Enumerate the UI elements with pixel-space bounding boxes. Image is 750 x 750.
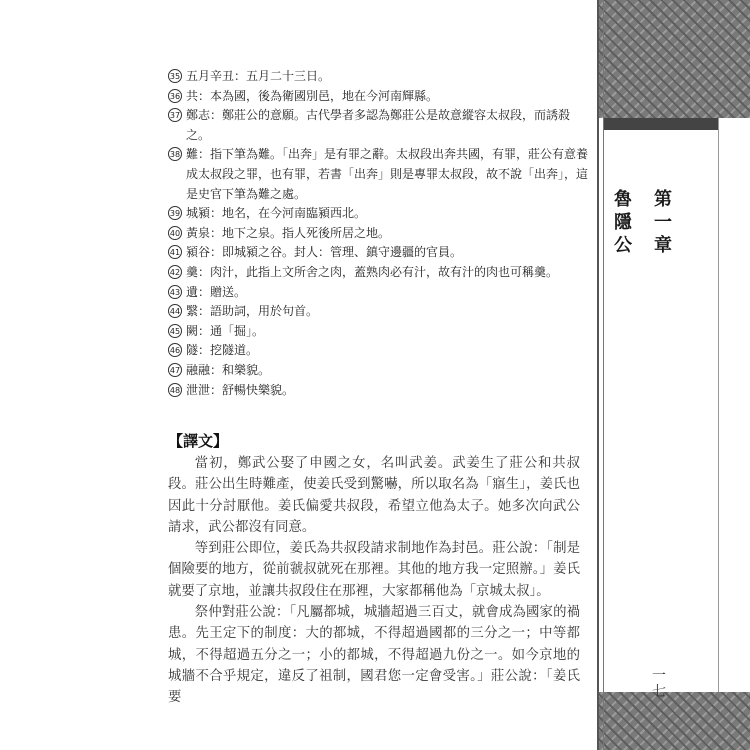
note-item bbox=[168, 67, 588, 87]
translation-body bbox=[168, 453, 580, 709]
annotation-notes bbox=[168, 67, 588, 400]
divider-line bbox=[603, 0, 604, 750]
note-number: 48 bbox=[168, 383, 182, 397]
page-number-char: 七 bbox=[652, 684, 666, 700]
note-text: 難：指下筆為難。「出奔」是有罪之辭。太叔段出奔共國，有罪，莊公有意養成太叔段之罪，也有罪，若書「出奔」則是專罪太叔段，故不說「出奔」，這是史官下筆為難之處。 bbox=[186, 147, 589, 201]
page-number-char: 一 bbox=[652, 668, 666, 684]
note-text: 遺：贈送。 bbox=[186, 284, 247, 299]
note-number: 45 bbox=[168, 324, 182, 338]
note-text: 五月辛丑：五月二十三日。 bbox=[186, 69, 331, 83]
note-item bbox=[168, 381, 588, 401]
note-item bbox=[168, 341, 588, 361]
chapter-number-column bbox=[654, 190, 672, 259]
translation-paragraph: 祭仲對莊公說：「凡屬都城，城牆超過三百丈，就會成為國家的禍患。先王定下的制度：大的都城，不得超過國都的三分之一；中等都城，不得超過五分之一；小的都城，不得超過九份之一。如今京地的城牆不合乎規定，違反了祖制，國君您一定會受害。」莊公說：「姜氏要 bbox=[168, 605, 580, 706]
note-item bbox=[168, 283, 588, 303]
note-text: 黃泉：地下之泉。指人死後所居之地。 bbox=[186, 225, 391, 240]
note-item bbox=[168, 106, 588, 145]
note-number: 42 bbox=[168, 265, 182, 279]
note-item bbox=[168, 224, 588, 244]
note-number: 39 bbox=[168, 206, 182, 220]
header-bar bbox=[604, 118, 718, 130]
chapter-title bbox=[614, 190, 672, 259]
chapter-char: 公 bbox=[614, 235, 632, 256]
note-number: 38 bbox=[168, 147, 182, 161]
page-number bbox=[652, 668, 666, 700]
note-item bbox=[168, 87, 588, 107]
note-text: 共：本為國，後為衛國別邑，地在今河南輝縣。 bbox=[186, 88, 439, 103]
note-text: 潁谷：即城潁之谷。封人：管理、鎮守邊疆的官員。 bbox=[186, 245, 463, 260]
divider-line bbox=[597, 0, 599, 750]
chapter-name-column bbox=[614, 190, 632, 259]
note-text: 鄭志：鄭莊公的意願。古代學者多認為鄭莊公是故意縱容太叔段，而誘殺之。 bbox=[186, 108, 571, 142]
note-number: 41 bbox=[168, 245, 182, 259]
translation-paragraph: 當初，鄭武公娶了申國之女，名叫武姜。武姜生了莊公和共叔段。莊公出生時難產，使姜氏受到驚嚇，所以取名為「寤生」，姜氏也因此十分討厭他。姜氏偏愛共叔段，希望立他為太子。她多次向武公請求，武公都沒有同意。 bbox=[168, 456, 580, 535]
note-text: 羹：肉汁，此指上文所舍之肉，蓋熟肉必有汁，故有汁的肉也可稱羹。 bbox=[186, 264, 559, 279]
chapter-char: 隱 bbox=[614, 212, 632, 233]
note-item bbox=[168, 302, 588, 322]
decorative-pattern-top bbox=[597, 0, 750, 118]
note-text: 隧：挖隧道。 bbox=[186, 343, 259, 358]
note-number: 37 bbox=[168, 108, 182, 122]
note-number: 44 bbox=[168, 304, 182, 318]
note-item bbox=[168, 361, 588, 381]
note-number: 46 bbox=[168, 343, 182, 357]
note-number: 43 bbox=[168, 285, 182, 299]
note-text: 泄泄：舒暢快樂貌。 bbox=[186, 382, 295, 397]
note-item bbox=[168, 263, 588, 283]
note-number: 47 bbox=[168, 363, 182, 377]
note-item bbox=[168, 322, 588, 342]
note-item bbox=[168, 204, 588, 224]
translation-heading: 【譯文】 bbox=[168, 432, 229, 450]
chapter-char: 章 bbox=[654, 235, 672, 256]
note-item bbox=[168, 145, 588, 204]
note-number: 40 bbox=[168, 226, 182, 240]
note-item bbox=[168, 243, 588, 263]
decorative-pattern-bottom bbox=[597, 692, 750, 750]
note-text: 城潁：地名，在今河南臨潁西北。 bbox=[186, 206, 367, 221]
note-number: 35 bbox=[168, 69, 182, 83]
note-text: 闕：通「掘」。 bbox=[186, 323, 265, 338]
divider-line bbox=[718, 118, 719, 692]
note-text: 融融：和樂貌。 bbox=[186, 362, 271, 377]
note-number: 36 bbox=[168, 89, 182, 103]
translation-paragraph: 等到莊公即位，姜氏為共叔段請求制地作為封邑。莊公說：「制是個險要的地方，從前虢叔就死在那裡。其他的地方我一定照辦。」姜氏就要了京地，並讓共叔段住在那裡，大家都稱他為「京城太叔」。 bbox=[168, 541, 580, 599]
chapter-char: 第 bbox=[654, 189, 672, 210]
note-text: 繄：語助詞，用於句首。 bbox=[186, 304, 319, 319]
chapter-char: 魯 bbox=[614, 189, 632, 210]
chapter-char: 一 bbox=[654, 212, 672, 233]
